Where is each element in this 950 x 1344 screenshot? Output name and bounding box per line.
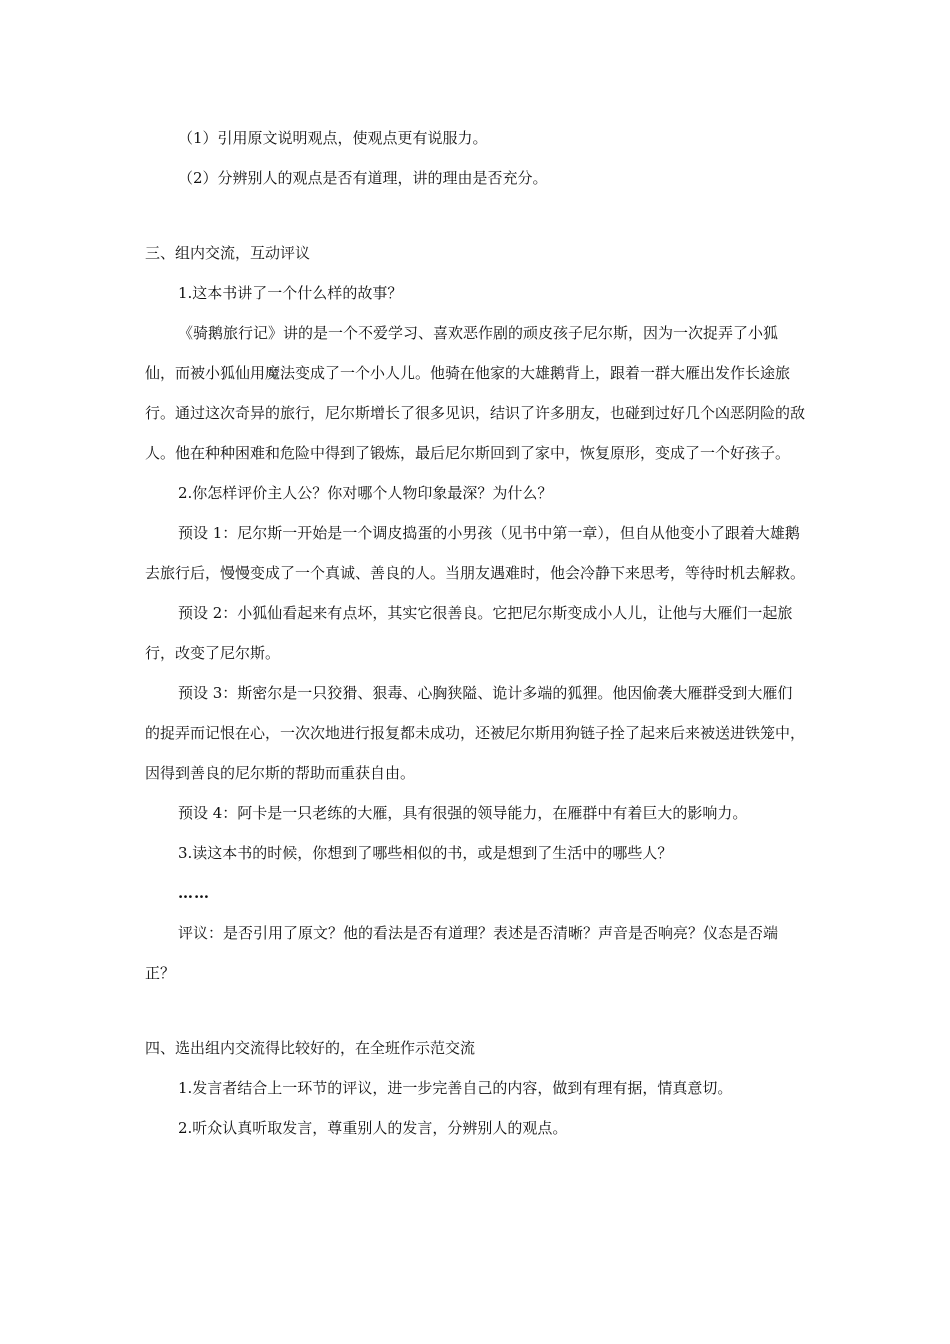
preset-4: 预设 4：阿卡是一只老练的大雁，具有很强的领导能力，在雁群中有着巨大的影响力。 xyxy=(178,804,748,822)
question-1: 1.这本书讲了一个什么样的故事？ xyxy=(178,284,403,302)
question-2: 2.你怎样评价主人公？你对哪个人物印象最深？为什么？ xyxy=(178,484,553,502)
preset-1: 预设 1：尼尔斯一开始是一个调皮捣蛋的小男孩（见书中第一章），但自从他变小了跟着大雄鹅去旅行后，慢慢变成了一个真诚、善良的人。当朋友遇难时，他会冷静下来思考，等待时机去解救。 xyxy=(145,524,806,582)
section-4-item-2: 2.听众认真听取发言，尊重别人的发言，分辨别人的观点。 xyxy=(178,1119,568,1137)
review-criteria: 评议：是否引用了原文？他的看法是否有道理？表述是否清晰？声音是否响亮？仪态是否端正？ xyxy=(145,924,779,982)
ellipsis: …… xyxy=(178,884,210,902)
intro-point-2: （2）分辨别人的观点是否有道理，讲的理由是否充分。 xyxy=(178,169,548,187)
question-3: 3.读这本书的时候，你想到了哪些相似的书，或是想到了生活中的哪些人？ xyxy=(178,844,673,862)
preset-2: 预设 2：小狐仙看起来有点坏，其实它很善良。它把尼尔斯变成小人儿，让他与大雁们一起旅行，改变了尼尔斯。 xyxy=(145,604,793,662)
preset-3: 预设 3：斯密尔是一只狡猾、狠毒、心胸狭隘、诡计多端的狐狸。他因偷袭大雁群受到大雁们的捉弄而记恨在心，一次次地进行报复都未成功，还被尼尔斯用狗链子拴了起来后来被送进铁笼中，因得到善良的尼尔斯的帮助而重获自由。 xyxy=(145,684,806,782)
section-4-item-1: 1.发言者结合上一环节的评议，进一步完善自己的内容，做到有理有据，情真意切。 xyxy=(178,1079,733,1097)
document-body xyxy=(145,118,807,1148)
spacer xyxy=(145,993,807,1028)
spacer xyxy=(145,198,807,233)
question-1-answer: 《骑鹅旅行记》讲的是一个不爱学习、喜欢恶作剧的顽皮孩子尼尔斯，因为一次捉弄了小狐仙，而被小狐仙用魔法变成了一个小人儿。他骑在他家的大雄鹅背上，跟着一群大雁出发作长途旅行。通过这次奇异的旅行，尼尔斯增长了很多见识，结识了许多朋友，也碰到过好几个凶恶阴险的敌人。他在种种困难和危险中得到了锻炼，最后尼尔斯回到了家中，恢复原形，变成了一个好孩子。 xyxy=(145,324,806,462)
section-4-heading: 四、选出组内交流得比较好的，在全班作示范交流 xyxy=(145,1039,476,1057)
section-3-heading: 三、组内交流，互动评议 xyxy=(145,244,311,262)
intro-point-1: （1）引用原文说明观点，使观点更有说服力。 xyxy=(178,129,488,147)
